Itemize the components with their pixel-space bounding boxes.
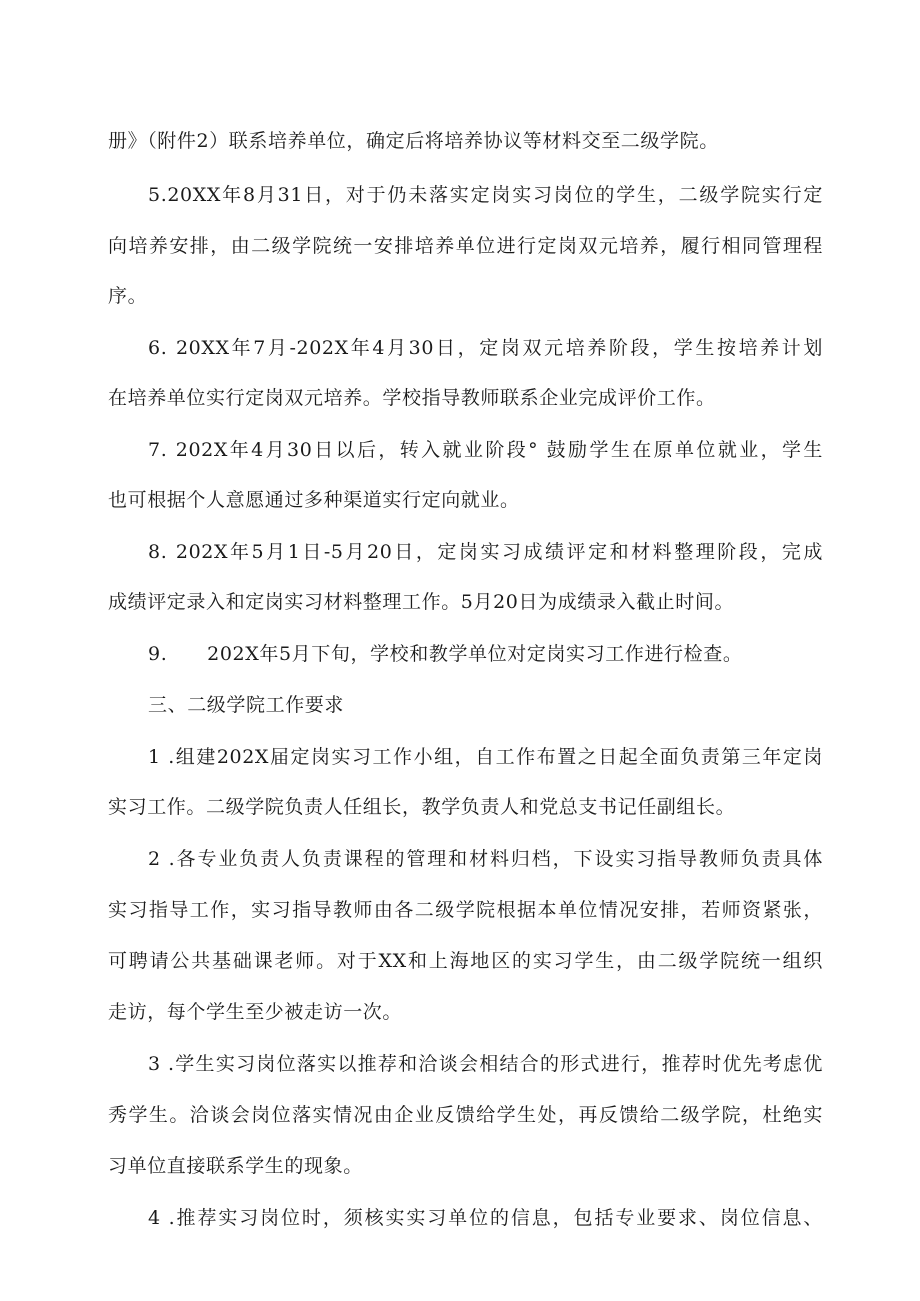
paragraph-line: 在培养单位实行定岗双元培养。学校指导教师联系企业完成评价工作。 [108,387,716,409]
paragraph-line: 7. 202X年4月30日以后，转入就业阶段° 鼓励学生在原单位就业，学生 [148,439,823,461]
paragraph-line: 实习工作。二级学院负责人任组长，教学负责人和党总支书记任副组长。 [108,796,736,818]
paragraph-line: 秀学生。洽谈会岗位落实情况由企业反馈给学生处，再反馈给二级学院，杜绝实 [108,1104,823,1126]
paragraph-line: 2 .各专业负责人负责课程的管理和材料归档，下设实习指导教师负责具体 [148,848,823,870]
paragraph-line: 习单位直接联系学生的现象。 [108,1155,363,1177]
paragraph-line: 序。 [108,285,148,307]
paragraph-line: 5.20XX年8月31日，对于仍未落实定岗实习岗位的学生，二级学院实行定 [148,184,823,206]
paragraph-line: 4 .推荐实习岗位时，须核实实习单位的信息，包括专业要求、岗位信息、 [148,1207,823,1229]
paragraph-line: 实习指导工作，实习指导教师由各二级学院根据本单位情况安排，若师资紧张， [108,899,823,921]
paragraph-line: 9. 202X年5月下旬，学校和教学单位对定岗实习工作进行检查。 [148,643,743,665]
paragraph-line: 成绩评定录入和定岗实习材料整理工作。5月20日为成绩录入截止时间。 [108,591,735,613]
paragraph-line: 6. 20XX年7月-202X年4月30日，定岗双元培养阶段，学生按培养计划 [148,337,823,359]
paragraph-line: 1 .组建202X届定岗实习工作小组，自工作布置之日起全面负责第三年定岗 [148,746,823,768]
paragraph-line: 册》（附件2）联系培养单位，确定后将培养协议等材料交至二级学院。 [108,130,719,152]
section-heading: 三、二级学院工作要求 [148,694,345,716]
paragraph-line: 可聘请公共基础课老师。对于XX和上海地区的实习学生，由二级学院统一组织 [108,950,823,972]
paragraph-line: 也可根据个人意愿通过多种渠道实行定向就业。 [108,489,520,511]
paragraph-line: 走访，每个学生至少被走访一次。 [108,1001,403,1023]
paragraph-line: 8. 202X年5月1日-5月20日，定岗实习成绩评定和材料整理阶段，完成 [148,541,823,563]
paragraph-line: 3 .学生实习岗位落实以推荐和洽谈会相结合的形式进行，推荐时优先考虑优 [148,1053,823,1075]
paragraph-line: 向培养安排，由二级学院统一安排培养单位进行定岗双元培养，履行相同管理程 [108,235,823,257]
